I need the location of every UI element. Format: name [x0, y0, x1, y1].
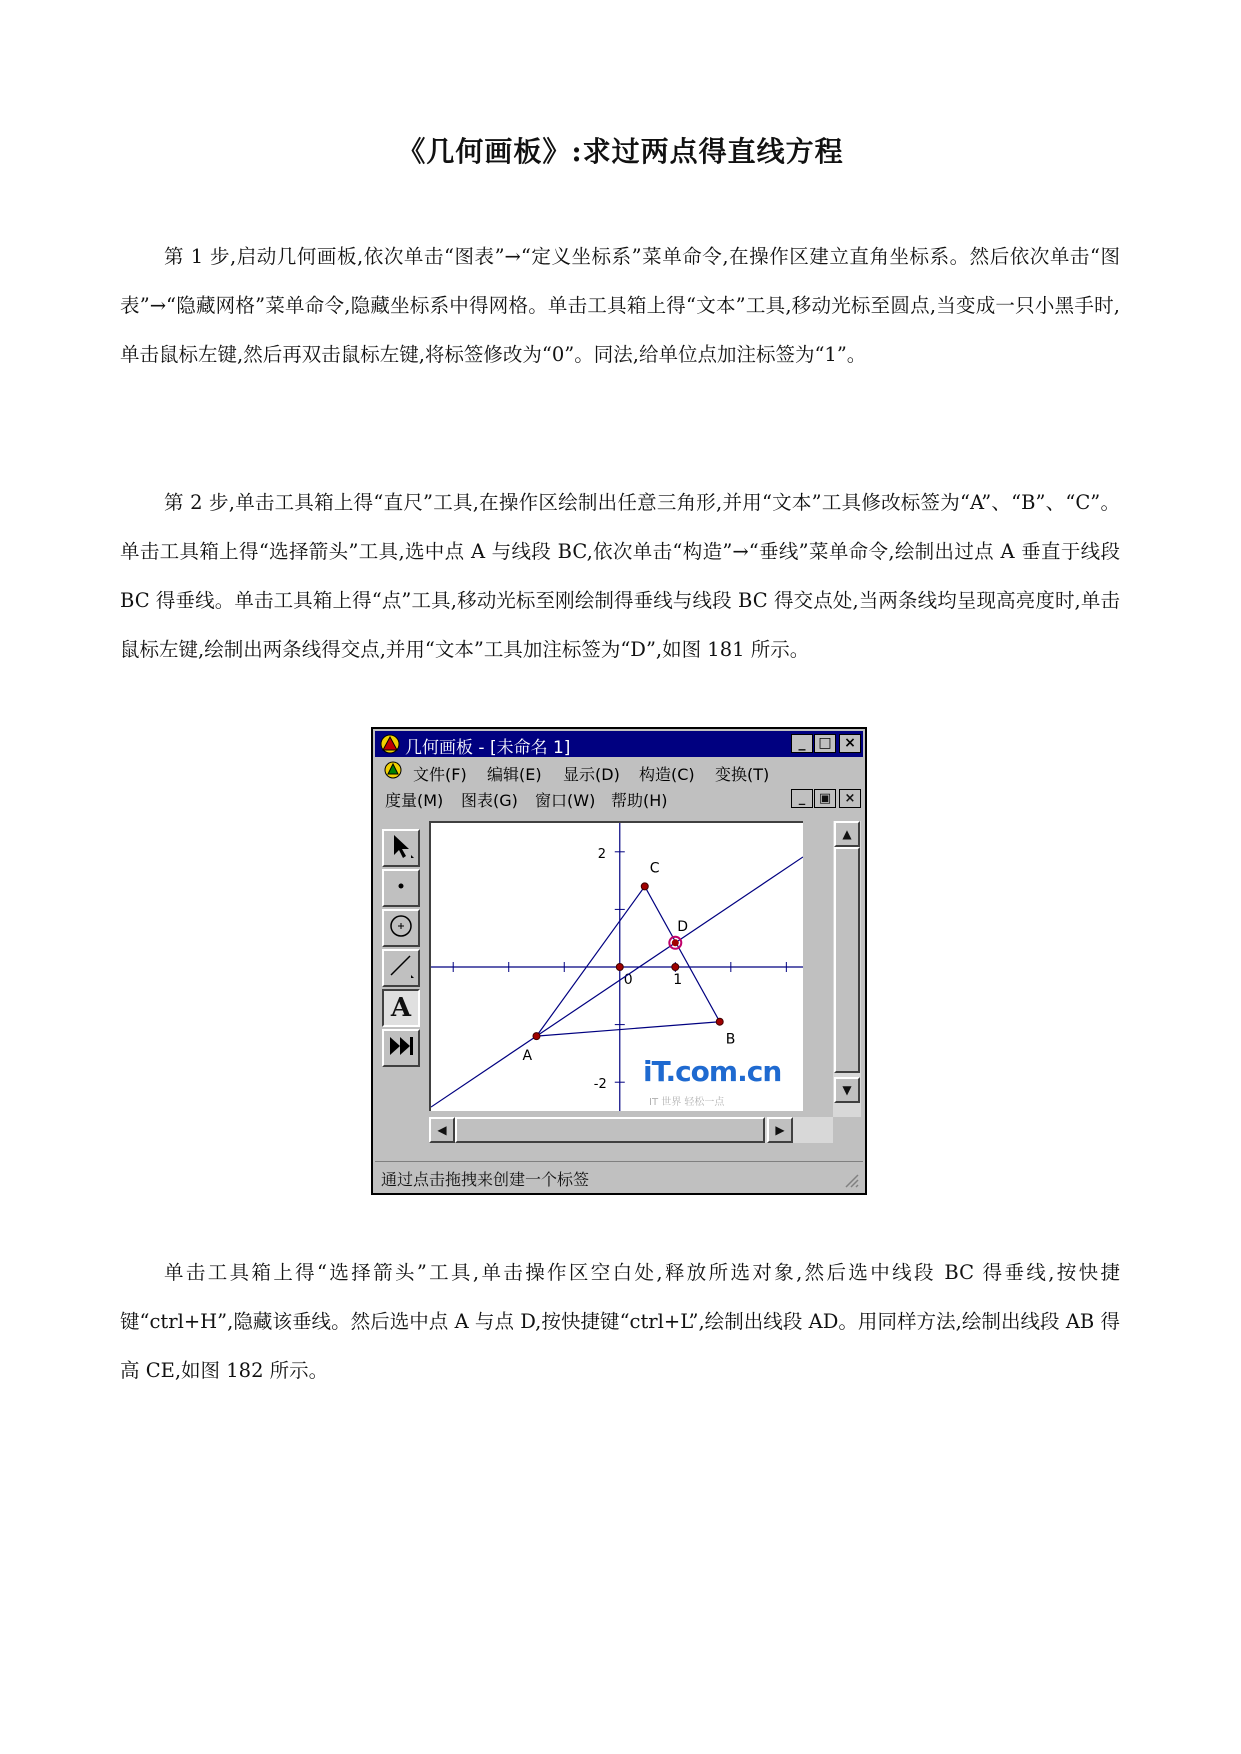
label-a: A — [522, 1048, 533, 1065]
doc-restore-button[interactable]: ▣ — [814, 789, 836, 808]
horizontal-scroll-thumb[interactable] — [455, 1117, 765, 1143]
menu-window[interactable]: 窗口(W) — [535, 791, 596, 810]
window-title: 几何画板 - [未命名 1] — [405, 738, 571, 758]
point-a — [533, 1033, 540, 1040]
origin-label: 0 — [623, 972, 633, 988]
point-b — [716, 1018, 723, 1025]
label-d: D — [677, 918, 689, 935]
menu-edit[interactable]: 编辑(E) — [487, 765, 542, 784]
label-b: B — [725, 1031, 736, 1048]
menu-measure[interactable]: 度量(M) — [385, 791, 444, 810]
menu-transform[interactable]: 变换(T) — [715, 765, 770, 784]
point-d — [672, 939, 679, 946]
point-icon — [386, 871, 416, 901]
label-c: C — [649, 860, 660, 877]
menu-graph[interactable]: 图表(G) — [461, 791, 518, 810]
close-button[interactable]: × — [839, 734, 861, 753]
vertical-scrollbar[interactable] — [833, 821, 861, 1117]
compass-tool[interactable] — [382, 909, 420, 947]
point-c — [641, 883, 648, 890]
segment-ab — [536, 1022, 719, 1036]
document-title: 《几何画板》:求过两点得直线方程 — [397, 135, 844, 168]
point-o — [616, 964, 623, 971]
maximize-button[interactable]: □ — [814, 734, 836, 753]
horizontal-scrollbar[interactable] — [429, 1117, 833, 1143]
selection-arrow-tool[interactable] — [382, 829, 420, 867]
minimize-button[interactable]: _ — [791, 734, 813, 753]
text-tool[interactable]: A — [382, 989, 420, 1027]
scroll-left-arrow[interactable]: ◀ — [429, 1117, 455, 1143]
doc-minimize-button[interactable]: _ — [791, 789, 813, 808]
scroll-down-arrow[interactable]: ▼ — [834, 1077, 860, 1103]
menu-bar-row-1 — [375, 759, 863, 785]
document-icon[interactable] — [383, 759, 403, 781]
menu-file[interactable]: 文件(F) — [413, 765, 467, 784]
status-bar — [375, 1161, 863, 1192]
paragraph-step-2: 第 2 步,单击工具箱上得“直尺”工具,在操作区绘制出任意三角形,并用“文本”工具修改标签为“A”、“B”、“C”。单击工具箱上得“选择箭头”工具,选中点 A 与线段 BC,依次单击“构造”→“垂线”菜单命令,绘制出过点 A 垂直于线段 BC 得垂线。单击工具箱上得“点”工具,移动光标至刚绘制得垂线与线段 BC 得交点处,当两条线均呈现高亮度时,单击鼠标左键,绘制出两条线得交点,并用“文本”工具加注标签为“D”,如图 181 所示。 — [120, 491, 1120, 661]
paragraph-step-1: 第 1 步,启动几何画板,依次单击“图表”→“定义坐标系”菜单命令,在操作区建立直角坐标系。然后依次单击“图表”→“隐藏网格”菜单命令,隐藏坐标系中得网格。单击工具箱上得“文本”工具,移动光标至圆点,当变成一只小黑手时,单击鼠标左键,然后再双击鼠标左键,将标签修改为“0”。同法,给单位点加注标签为“1”。 — [120, 245, 1120, 366]
menu-display[interactable]: 显示(D) — [563, 765, 620, 784]
watermark-subtitle: IT 世界 轻松一点 — [649, 1097, 725, 1108]
menu-help[interactable]: 帮助(H) — [611, 791, 668, 810]
straightedge-tool[interactable] — [382, 949, 420, 987]
menu-construct[interactable]: 构造(C) — [639, 765, 695, 784]
y-tick-label-neg2: -2 — [593, 1077, 607, 1093]
point-u — [672, 964, 679, 971]
window-titlebar — [375, 731, 863, 757]
status-text: 通过点击拖拽来创建一个标签 — [381, 1170, 590, 1189]
vertical-scroll-thumb[interactable] — [834, 847, 860, 1073]
segment-ca — [536, 886, 644, 1036]
segment-bc — [645, 886, 720, 1021]
circle-icon — [386, 911, 416, 941]
doc-close-button[interactable]: × — [839, 789, 861, 808]
arrow-icon — [386, 831, 416, 861]
custom-tool[interactable] — [382, 1029, 420, 1067]
scroll-up-arrow[interactable]: ▲ — [834, 821, 860, 847]
sketchpad-app-icon — [380, 734, 400, 754]
unit-label: 1 — [673, 972, 683, 988]
sketchpad-window — [371, 727, 867, 1195]
y-tick-label-2: 2 — [597, 846, 607, 862]
paragraph-step-3: 单击工具箱上得“选择箭头”工具,单击操作区空白处,释放所选对象,然后选中线段 BC 得垂线,按快捷键“ctrl+H”,隐藏该垂线。然后选中点 A 与点 D,按快捷键“ctrl+L”,绘制出线段 AD。用同样方法,绘制出线段 AB 得高 CE,如图 182 所示。 — [120, 1261, 1120, 1382]
point-tool[interactable] — [382, 869, 420, 907]
scroll-right-arrow[interactable]: ▶ — [767, 1117, 793, 1143]
toolbox — [379, 829, 425, 1099]
fast-forward-icon — [386, 1031, 416, 1061]
segment-icon — [386, 951, 416, 981]
sketch-canvas[interactable] — [429, 821, 803, 1111]
watermark: iT.com.cn — [643, 1055, 782, 1088]
menu-bar-row-2 — [375, 785, 863, 811]
resize-grip-icon[interactable] — [843, 1172, 859, 1188]
